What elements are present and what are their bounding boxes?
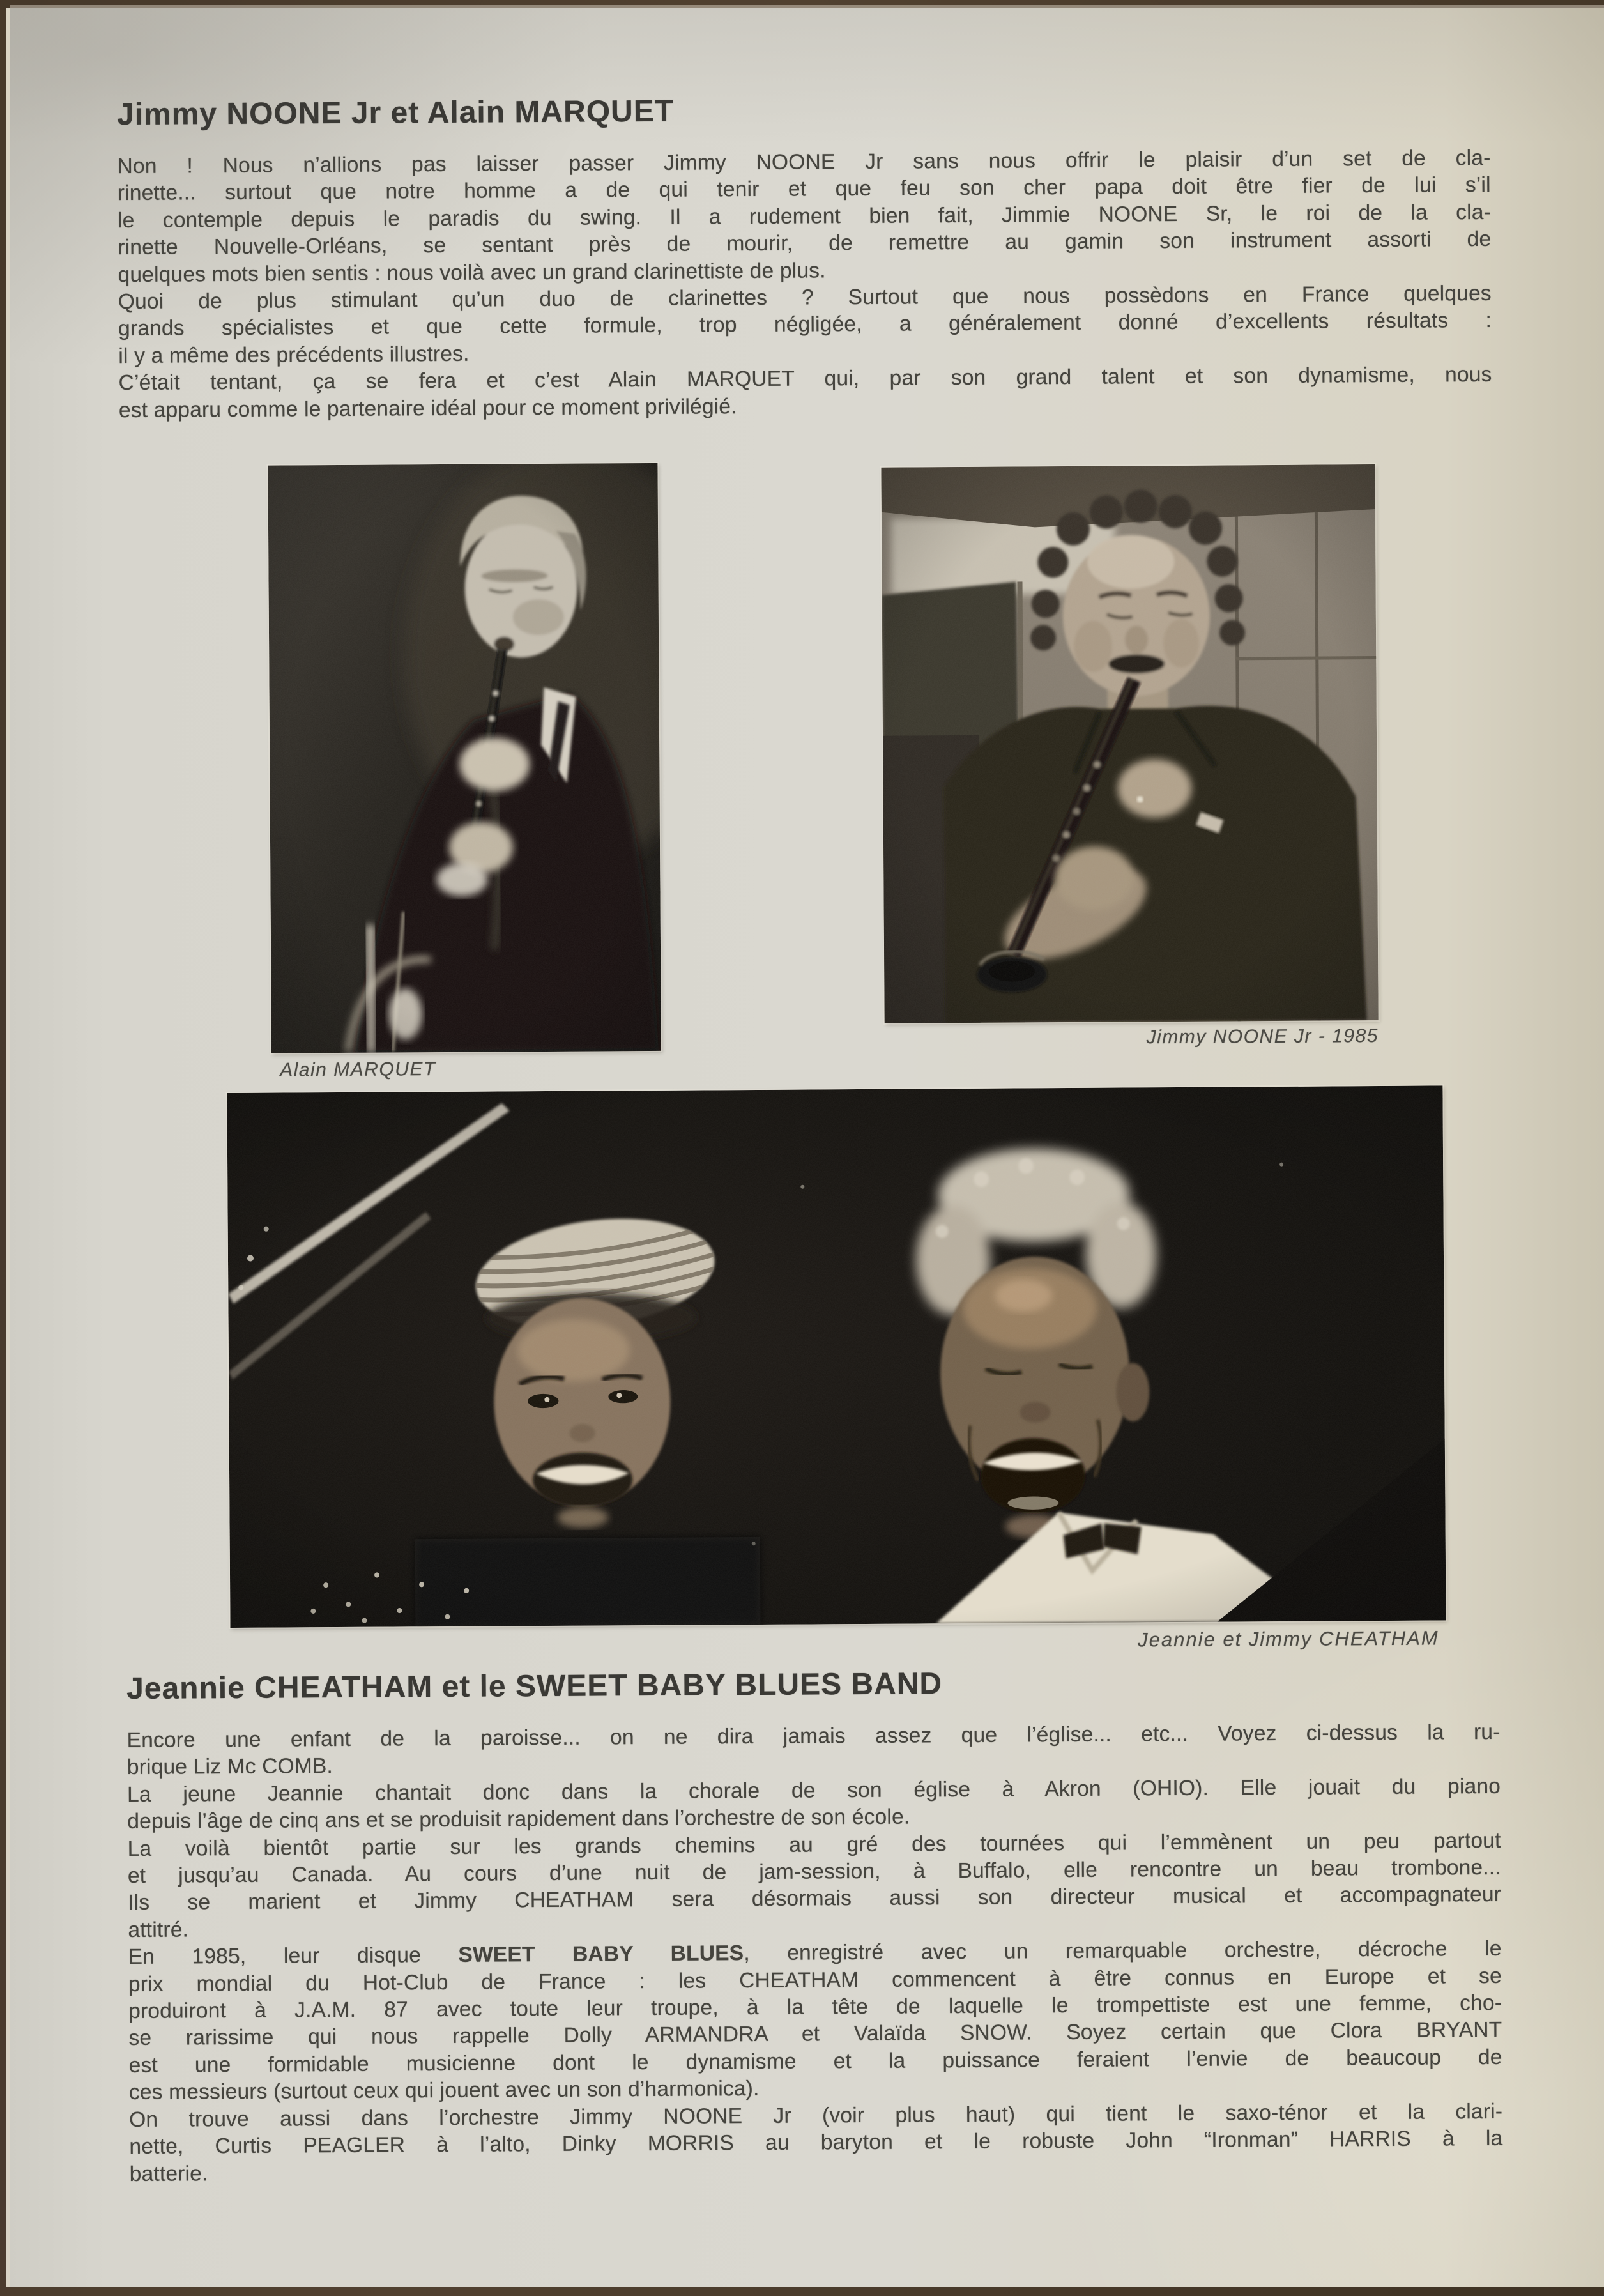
text-line: produiront à J.A.M. 87 avec toute leur troupe, à la tête de laquelle le trompettiste est une femme, cho- (128, 1991, 1502, 2024)
text-line: La voilà bientôt partie sur les grands chemins au gré des tournées qui l’emmènent un peu partout (127, 1828, 1501, 1861)
text-line: rinette Nouvelle-Orléans, se sentant près de mourir, de remettre au gamin son instrument assorti de (118, 227, 1492, 260)
page-content (10, 0, 1604, 2296)
caption-alain-marquet: Alain MARQUET (280, 1059, 436, 1081)
paragraph (126, 1719, 1500, 1782)
caption-cheatham: Jeannie et Jimmy CHEATHAM (1138, 1626, 1439, 1651)
text-line: le contemple depuis le paradis du swing. Il a rudement bien fait, Jimmie NOONE Sr, le roi de la cla- (117, 200, 1492, 233)
caption-jimmy-noone: Jimmy NOONE Jr - 1985 (1146, 1025, 1379, 1048)
paragraph (127, 1773, 1501, 1836)
text-line: brique Liz Mc COMB. (126, 1754, 333, 1780)
text-line: En 1985, leur disque SWEET BABY BLUES, enregistré avec un remarquable orchestre, décroche le (128, 1937, 1502, 1970)
section2-title: Jeannie CHEATHAM et le SWEET BABY BLUES BAND (126, 1667, 943, 1706)
text-line: se rarissime qui nous rappelle Dolly ARMANDRA et Valaïda SNOW. Soyez certain que Clora BRYANT (128, 2018, 1502, 2051)
text-line: nette, Curtis PEAGLER à l’alto, Dinky MORRIS au baryton et le robuste John “Ironman” HARRIS à la (129, 2126, 1503, 2159)
text-line: prix mondial du Hot-Club de France : les CHEATHAM commencent à être connus en Europe et se (128, 1964, 1502, 1996)
photo-cheatham-couple (227, 1085, 1446, 1628)
text-line: depuis l’âge de cinq ans et se produisit rapidement dans l’orchestre de son école. (127, 1805, 910, 1834)
section1-text (117, 145, 1492, 424)
text-line: La jeune Jeannie chantait donc dans la chorale de son église à Akron (OHIO). Elle jouait du piano (126, 1774, 1501, 1807)
text-line: grands spécialistes et que cette formule, trop négligée, a généralement donné d’excellents résultats : (118, 309, 1492, 341)
magazine-page (10, 8, 1604, 2287)
text-line: rinette... surtout que notre homme a de qui tenir et que feu son cher papa doit être fier de lui s’il (117, 173, 1491, 206)
text-line: Ils se marient et Jimmy CHEATHAM sera désormais aussi son directeur musical et accompagnateur (128, 1883, 1502, 1915)
text-line: est apparu comme le partenaire idéal pour ce moment privilégié. (118, 394, 737, 422)
paragraph (117, 145, 1491, 289)
paragraph (128, 1936, 1503, 2107)
text-line: Quoi de plus stimulant qu’un duo de clarinettes ? Surtout que nous possèdons en France quelques (118, 281, 1492, 314)
text-line: C’était tentant, ça se fera et c’est Alain MARQUET qui, par son grand talent et son dynamisme, nous (118, 363, 1492, 395)
photo-alain-marquet (268, 463, 661, 1053)
smiling-couple-photo-illustration (227, 1085, 1446, 1628)
text-line: quelques mots bien sentis : nous voilà avec un grand clarinettiste de plus. (118, 258, 826, 287)
paragraph (129, 2099, 1503, 2188)
clarinetist-photo-illustration (268, 463, 661, 1053)
text-line: et jusqu’au Canada. Au cours d’une nuit de jam-session, à Buffalo, elle rencontre un beau trombone... (127, 1855, 1501, 1888)
text-line: il y a même des précédents illustres. (118, 342, 470, 368)
section2-text (126, 1719, 1502, 2188)
text-line: Encore une enfant de la paroisse... on ne dira jamais assez que l’église... etc... Voyez ci-dessus la ru- (126, 1720, 1501, 1753)
mustached-clarinetist-photo-illustration (881, 464, 1378, 1023)
section1-title: Jimmy NOONE Jr et Alain MARQUET (116, 94, 675, 132)
text-line: Non ! Nous n’allions pas laisser passer Jimmy NOONE Jr sans nous offrir le plaisir d’un set de cla- (117, 146, 1491, 179)
photo-jimmy-noone-jr (881, 464, 1378, 1023)
text-line: attitré. (128, 1918, 189, 1942)
paragraph (118, 280, 1492, 370)
paragraph (128, 1828, 1502, 1945)
text-line: est une formidable musicienne dont le dynamisme et la puissance feraient l’envie de beaucoup de (128, 2045, 1502, 2078)
text-line: batterie. (129, 2161, 208, 2186)
text-line: On trouve aussi dans l’orchestre Jimmy NOONE Jr (voir plus haut) qui tient le saxo-ténor et la clari- (129, 2099, 1503, 2132)
paragraph (118, 362, 1492, 424)
text-line: ces messieurs (surtout ceux qui jouent avec un son d’harmonica). (128, 2077, 760, 2105)
